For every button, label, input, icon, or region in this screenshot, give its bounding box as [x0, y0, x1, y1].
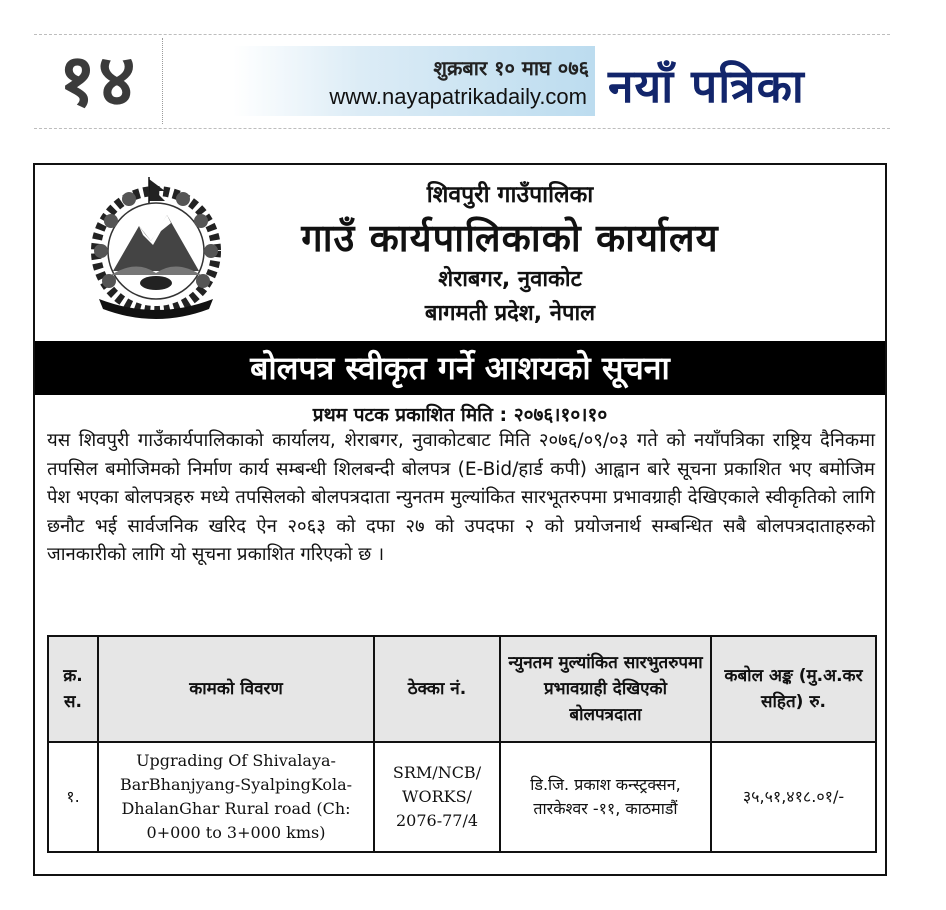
notice-title: बोलपत्र स्वीकृत गर्ने आशयको सूचना	[35, 341, 885, 395]
notice-box	[33, 163, 887, 876]
newspaper-name: नयाँ पत्रिका	[608, 59, 805, 113]
header-bid-amount: कबोल अङ्क (मु.अ.कर सहित) रु.	[711, 636, 876, 742]
municipality-name: शिवपुरी गाउँपालिका	[426, 182, 594, 208]
masthead-top-rule	[34, 34, 890, 35]
cell-bidder: डि.जि. प्रकाश कन्स्ट्रक्सन, तारकेश्वर -११, काठमाडौं	[500, 742, 711, 852]
table-header-row	[48, 636, 876, 742]
date-panel	[233, 46, 595, 116]
cell-work-description: Upgrading Of Shivalaya-BarBhanjyang-SyalpingKola-DhalanGhar Rural road (Ch: 0+000 to 3+000 kms)	[98, 742, 374, 852]
cell-contract-number: SRM/NCB/ WORKS/ 2076-77/4	[374, 742, 500, 852]
address-line-1: शेराबगर, नुवाकोट	[438, 267, 582, 292]
header-contract-number: ठेक्का नं.	[374, 636, 500, 742]
issue-date: शुक्रबार १० माघ ०७६	[433, 56, 589, 80]
masthead-bottom-rule	[34, 128, 890, 129]
header-work-description: कामको विवरण	[98, 636, 374, 742]
table-row	[48, 742, 876, 852]
first-published-date: प्रथम पटक प्रकाशित मिति : २०७६।१०।१०	[312, 404, 608, 426]
header-serial: क्र. स.	[48, 636, 98, 742]
header-bidder: न्युनतम मुल्यांकित सारभुतरुपमा प्रभावग्राही देखिएको बोलपत्रदाता	[500, 636, 711, 742]
page-number-divider	[162, 38, 163, 124]
cell-bid-amount: ३५,५१,४१८.०१/-	[711, 742, 876, 852]
cell-serial: १.	[48, 742, 98, 852]
notice-body: यस शिवपुरी गाउँकार्यपालिकाको कार्यालय, शेराबगर, नुवाकोटबाट मिति २०७६/०९/०३ गते को नयाँपत्रिका राष्ट्रिय दैनिकमा तपसिल बमोजिमको निर्माण कार्य सम्बन्धी शिलबन्दी बोलपत्र (E-Bid/हार्ड कपी) आह्वान बारे सूचना प्रकाशित भए बमोजिम पेश भएका बोलपत्रहरु मध्ये तपसिलको बोलपत्रदाता न्युनतम मुल्यांकित सारभूतरुपमा प्रभावग्राही देखिएकाले स्वीकृतिको लागि छनौट भई सार्वजनिक खरिद ऐन २०६३ को दफा २७ को उपदफा २ को प्रयोजनार्थ सम्बन्धित सबै बोलपत्रदाताहरुको जानकारीको लागि यो सूचना प्रकाशित गरिएको छ ।	[47, 430, 875, 566]
award-table	[47, 635, 877, 853]
address-line-2: बागमती प्रदेश, नेपाल	[424, 301, 596, 326]
page-number: १४	[58, 38, 138, 122]
website-link[interactable]: www.nayapatrikadaily.com	[329, 84, 587, 109]
office-name: गाउँ कार्यपालिकाको कार्यालय	[301, 216, 719, 260]
